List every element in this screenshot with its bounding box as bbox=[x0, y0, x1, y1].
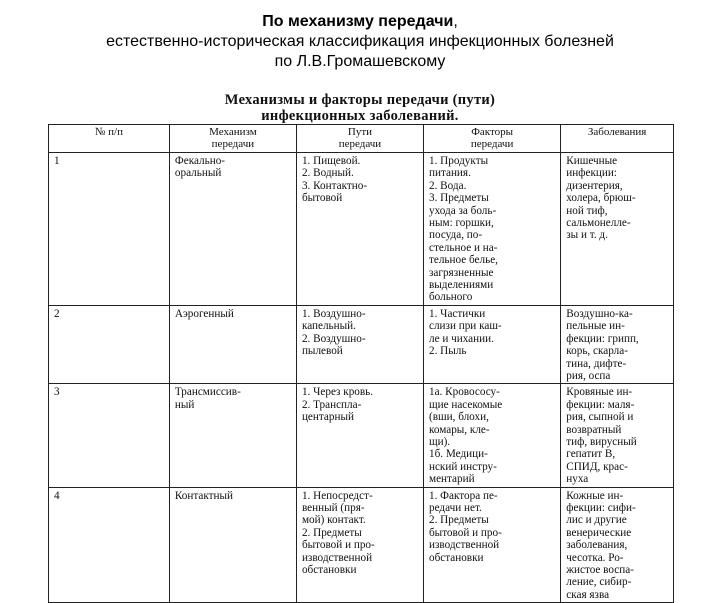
cell-factors bbox=[423, 384, 560, 487]
cell-diseases bbox=[561, 305, 674, 383]
cell-line: редачи нет. bbox=[428, 501, 482, 514]
cell-line: венный (пря- bbox=[301, 501, 365, 514]
cell-line: бытовой bbox=[301, 192, 343, 205]
cell-line: лис и другие bbox=[566, 514, 627, 527]
cell-routes bbox=[296, 153, 423, 306]
cell-line: щие насекомые bbox=[428, 398, 503, 411]
slide-title-comma: , bbox=[453, 13, 458, 30]
cell-diseases bbox=[561, 487, 674, 603]
cell-line: рия, оспа bbox=[566, 369, 611, 382]
cell-line: 2. Пыль bbox=[428, 345, 467, 358]
cell-line: Кишечные bbox=[566, 155, 618, 167]
cell-line: больного bbox=[428, 291, 473, 304]
cell-mechanism bbox=[169, 153, 296, 306]
slide-header bbox=[0, 12, 720, 72]
cell-line: изводственной bbox=[428, 539, 500, 552]
cell-line: капельный. bbox=[301, 320, 356, 333]
table-body bbox=[49, 153, 674, 603]
cell-line: изводственной bbox=[301, 551, 373, 564]
cell-line: ным: горшки, bbox=[428, 217, 494, 230]
cell-line: СПИД, крас- bbox=[566, 460, 628, 473]
cell-number bbox=[49, 153, 170, 306]
cell-line: 1. Частички bbox=[428, 307, 486, 320]
cell-line: 1. Непосредст- bbox=[301, 489, 373, 502]
cell-factors bbox=[423, 153, 560, 306]
table-row bbox=[49, 305, 674, 383]
cell-line: 1. Продукты bbox=[428, 155, 489, 167]
cell-diseases bbox=[561, 384, 674, 487]
cell-line: Кровяные ин- bbox=[566, 386, 633, 399]
cell-line: корь, скарла- bbox=[566, 345, 628, 358]
cell-line: тиф, вирусный bbox=[566, 435, 637, 448]
cell-line: бытовой и про- bbox=[428, 526, 502, 539]
cell-line: нуха bbox=[566, 473, 589, 486]
cell-line: Воздушно-ка- bbox=[566, 307, 633, 320]
cell-line: центарный bbox=[301, 411, 354, 424]
header-mechanism: Механизм передачи bbox=[169, 125, 296, 153]
cell-factors bbox=[423, 305, 560, 383]
slide-title-bold: По механизму передачи bbox=[262, 13, 454, 30]
cell-line: венерические bbox=[566, 526, 632, 539]
cell-line: комары, кле- bbox=[428, 423, 490, 436]
table-row bbox=[49, 487, 674, 603]
table-title bbox=[40, 92, 680, 124]
cell-line: заболевания, bbox=[566, 539, 628, 552]
cell-line: (вши, блохи, bbox=[428, 411, 489, 424]
cell-number bbox=[49, 305, 170, 383]
cell-factors bbox=[423, 487, 560, 603]
cell-line: обстановки bbox=[428, 551, 484, 564]
cell-line: загрязненные bbox=[428, 266, 494, 279]
cell-line: выделениями bbox=[428, 279, 494, 292]
cell-line: Аэрогенный bbox=[174, 307, 234, 320]
table-row bbox=[49, 153, 674, 306]
cell-line: щи). bbox=[428, 435, 451, 448]
table-header-row bbox=[49, 125, 674, 153]
cell-line: 3. Контактно- bbox=[301, 179, 368, 192]
cell-line: фекции: грипп, bbox=[566, 332, 639, 345]
cell-line: 1. Пищевой. bbox=[301, 155, 361, 167]
cell-line: оральный bbox=[174, 167, 222, 180]
cell-number bbox=[49, 384, 170, 487]
cell-line: Трансмиссив- bbox=[174, 386, 241, 399]
cell-line: 2 bbox=[54, 307, 60, 320]
cell-line: стельное и на- bbox=[428, 241, 498, 254]
cell-line: посуда, по- bbox=[428, 229, 483, 242]
cell-line: рия, сыпной и bbox=[566, 411, 634, 424]
cell-line: нский инстру- bbox=[428, 460, 497, 473]
cell-mechanism bbox=[169, 305, 296, 383]
cell-line: 2. Водный. bbox=[301, 167, 354, 180]
cell-line: тина, дифте- bbox=[566, 357, 627, 370]
header-diseases: Заболевания bbox=[561, 125, 674, 153]
cell-line: жистое воспа- bbox=[566, 564, 634, 576]
cell-line: дизентерия, bbox=[566, 179, 623, 192]
cell-routes bbox=[296, 384, 423, 487]
cell-number bbox=[49, 487, 170, 603]
cell-line: Фекально- bbox=[174, 155, 226, 167]
table-title-line-2: инфекционных заболеваний. bbox=[261, 108, 459, 124]
cell-line: Кожные ин- bbox=[566, 489, 624, 502]
cell-line: 2. Воздушно- bbox=[301, 332, 366, 345]
cell-line: 2. Предметы bbox=[301, 526, 362, 539]
header-factors: Факторы передачи bbox=[423, 125, 560, 153]
scanned-table-image bbox=[40, 90, 680, 601]
slide-title bbox=[0, 12, 720, 32]
cell-line: ле и чихании. bbox=[428, 332, 494, 345]
cell-line: ный bbox=[174, 398, 195, 411]
cell-line: 3. Предметы bbox=[428, 192, 489, 205]
cell-line: фекции: сифи- bbox=[566, 501, 636, 514]
cell-line: чесотка. Ро- bbox=[566, 551, 624, 564]
table-row bbox=[49, 384, 674, 487]
header-number bbox=[49, 125, 170, 153]
cell-line: ухода за боль- bbox=[428, 204, 497, 217]
slide-subtitle-line-1: естественно-историческая классификация инфекционных болезней bbox=[106, 33, 614, 50]
cell-line: питания. bbox=[428, 167, 471, 180]
cell-line: ление, сибир- bbox=[566, 576, 632, 589]
cell-line: 1. Воздушно- bbox=[301, 307, 366, 320]
cell-line: фекции: маля- bbox=[566, 398, 635, 411]
cell-mechanism bbox=[169, 384, 296, 487]
cell-line: инфекции: bbox=[566, 167, 617, 180]
table-title-line-1: Механизмы и факторы передачи (пути) bbox=[224, 92, 496, 108]
cell-line: ментарий bbox=[428, 473, 475, 486]
cell-line: пылевой bbox=[301, 345, 343, 358]
transmission-table bbox=[48, 124, 674, 603]
cell-line: 1. Фактора пе- bbox=[428, 489, 498, 502]
cell-line: холера, брюш- bbox=[566, 192, 636, 205]
cell-line: сальмонелле- bbox=[566, 217, 631, 230]
cell-line: зы и т. д. bbox=[566, 229, 608, 242]
cell-diseases bbox=[561, 153, 674, 306]
cell-line: мой) контакт. bbox=[301, 514, 366, 527]
cell-line: 4 bbox=[54, 489, 60, 502]
cell-line: Контактный bbox=[174, 489, 234, 502]
cell-line: ская язва bbox=[566, 588, 610, 601]
cell-line: 2. Транспла- bbox=[301, 398, 362, 411]
cell-line: 2. Вода. bbox=[428, 179, 467, 192]
cell-line: пельные ин- bbox=[566, 320, 625, 333]
cell-line: 3 bbox=[54, 386, 60, 399]
cell-line: гепатит В, bbox=[566, 448, 616, 461]
cell-line: возвратный bbox=[566, 423, 622, 436]
header-number-text: № п/п bbox=[94, 127, 123, 138]
slide-subtitle-line-2: по Л.В.Громашевскому bbox=[274, 53, 446, 70]
cell-line: 1 bbox=[54, 155, 60, 167]
header-routes: Пути передачи bbox=[296, 125, 423, 153]
cell-routes bbox=[296, 305, 423, 383]
cell-line: слизи при каш- bbox=[428, 320, 502, 333]
cell-routes bbox=[296, 487, 423, 603]
cell-line: 1а. Кровососу- bbox=[428, 386, 500, 399]
cell-line: тельное белье, bbox=[428, 254, 498, 267]
cell-line: ной тиф, bbox=[566, 204, 608, 217]
cell-line: 2. Предметы bbox=[428, 514, 489, 527]
cell-line: 1. Через кровь. bbox=[301, 386, 374, 399]
cell-line: 1б. Медици- bbox=[428, 448, 488, 461]
cell-mechanism bbox=[169, 487, 296, 603]
cell-line: обстановки bbox=[301, 564, 357, 576]
cell-line: бытовой и про- bbox=[301, 539, 375, 552]
